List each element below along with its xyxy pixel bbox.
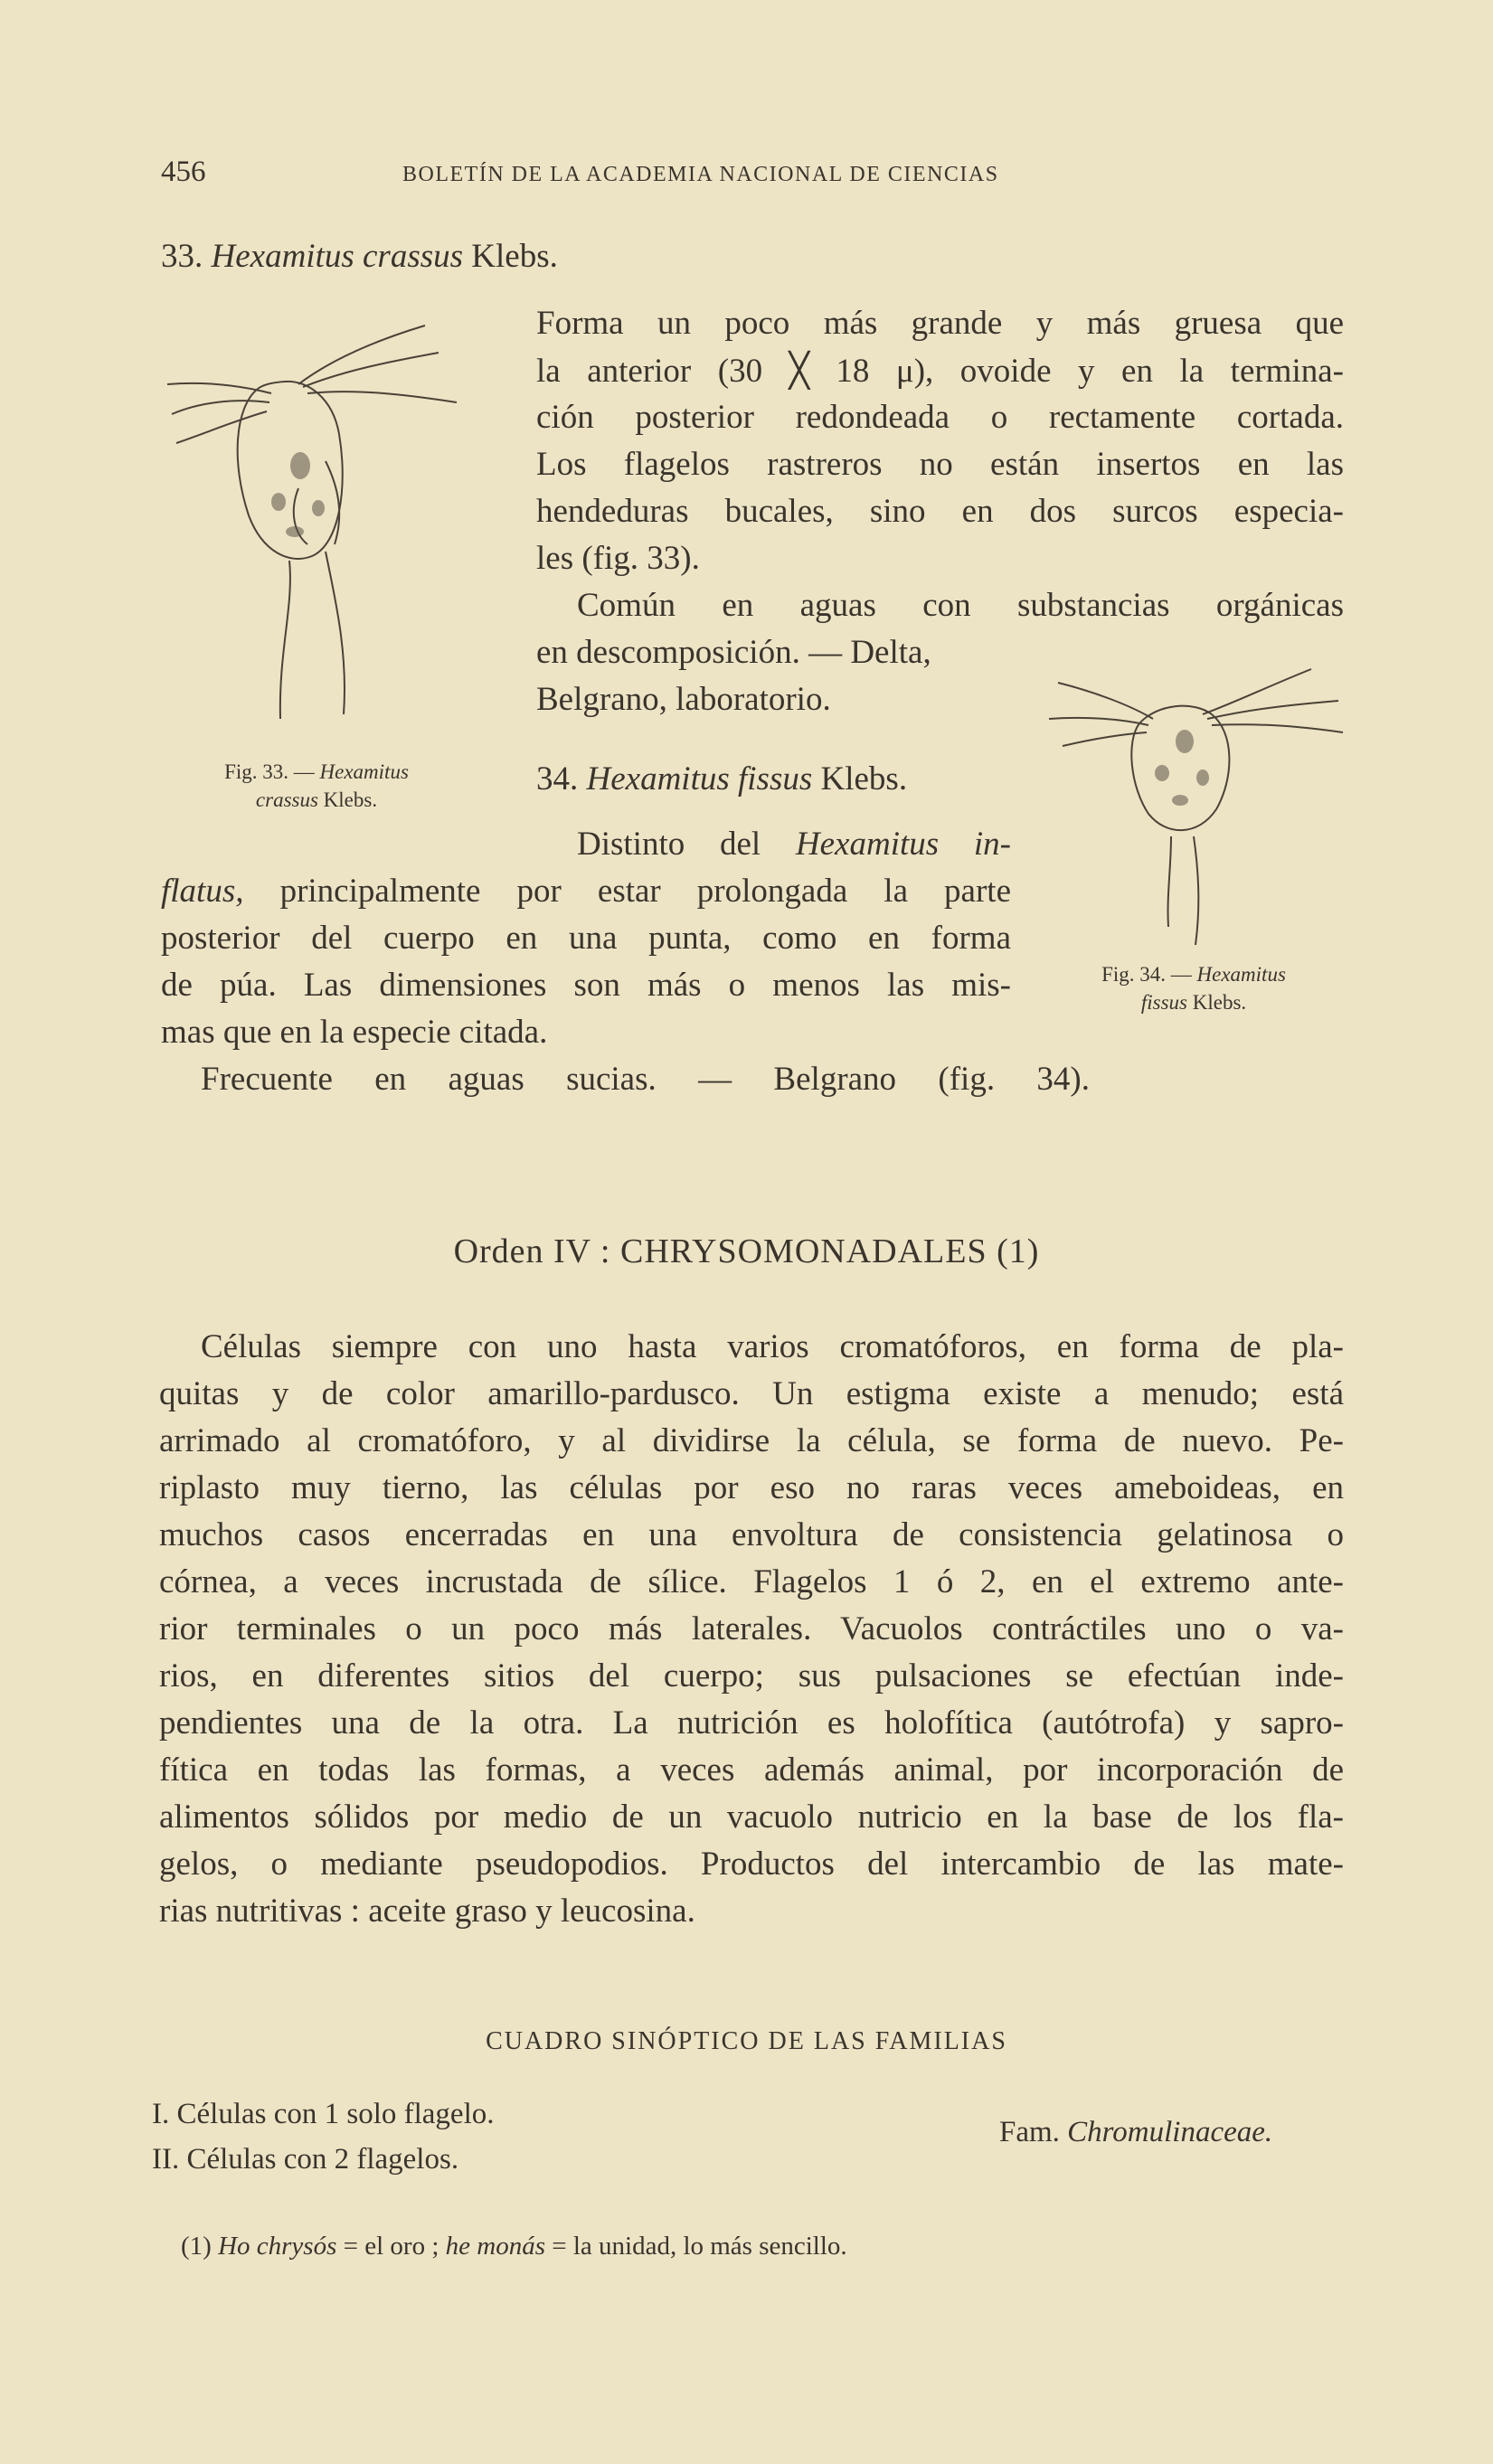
- species-34-line: mas que en la especie citada.: [161, 1014, 548, 1051]
- figure-34-caption-author: Klebs.: [1192, 991, 1247, 1014]
- species-34-name: Hexamitus fissus: [586, 760, 813, 798]
- species-33-number: 33.: [161, 238, 203, 275]
- order-paragraph-line: pendientes una de la otra. La nutrición es holofítica (autótrofa) y sapro-: [159, 1704, 1344, 1742]
- footnote-definition-1: = el oro ;: [343, 2232, 439, 2261]
- figure-34-illustration: [1040, 651, 1365, 958]
- footnote-term-2: he monás: [445, 2232, 545, 2261]
- order-paragraph-line: rior terminales o un poco más laterales. Vacuolos contráctiles uno o va-: [159, 1610, 1344, 1647]
- species-34-line-text: principalmente por estar prolongada la parte: [279, 873, 1012, 910]
- species-34-line-italic: Hexamitus in-: [795, 826, 1011, 863]
- species-34-heading: [536, 760, 907, 798]
- species-33-line: ción posterior redondeada o rectamente cortada.: [536, 399, 1344, 436]
- species-34-line: de púa. Las dimensiones son más o menos las mis-: [161, 967, 1011, 1004]
- figure-33-caption-author: Klebs.: [323, 788, 378, 811]
- species-34-line: posterior del cuerpo en una punta, como en forma: [161, 920, 1011, 957]
- order-paragraph-line: rias nutritivas : aceite graso y leucosina.: [159, 1893, 695, 1930]
- figure-34-caption-prefix: Fig. 34. —: [1101, 963, 1192, 986]
- species-33-line: Los flagelos rastreros no están insertos en las: [536, 446, 1344, 483]
- order-paragraph-line: alimentos sólidos por medio de un vacuolo nutricio en la base de los fla-: [159, 1798, 1344, 1836]
- species-34-line-italic: flatus,: [161, 873, 244, 910]
- order-paragraph-line: córnea, a veces incrustada de sílice. Flagelos 1 ó 2, en el extremo ante-: [159, 1563, 1344, 1600]
- species-33-line: Común en aguas con substancias orgánicas: [577, 587, 1344, 624]
- order-paragraph-line: muchos casos encerradas en una envoltura de consistencia gelatinosa o: [159, 1516, 1344, 1553]
- order-paragraph-line: riplasto muy tierno, las células por eso no raras veces ameboideas, en: [159, 1469, 1344, 1506]
- order-paragraph-line: arrimado al cromatóforo, y al dividirse la célula, se forma de nuevo. Pe-: [159, 1422, 1344, 1459]
- footnote-marker: (1): [181, 2232, 212, 2261]
- species-33-name: Hexamitus crassus: [211, 238, 464, 275]
- synoptic-row-2: II. Células con 2 flagelos.: [152, 2143, 459, 2176]
- species-34-number: 34.: [536, 760, 579, 798]
- species-34-line: [161, 872, 1011, 911]
- species-33-line: Forma un poco más grande y más gruesa que: [536, 305, 1344, 342]
- synoptic-row-1: I. Células con 1 solo flagelo.: [152, 2098, 495, 2130]
- order-paragraph-line: fítica en todas las formas, a veces además animal, por incorporación de: [159, 1751, 1344, 1789]
- species-33-line: en descomposición. — Delta,: [536, 634, 931, 671]
- species-33-heading: [161, 237, 558, 276]
- figure-34-caption: [1058, 960, 1329, 1016]
- order-paragraph-line: quitas y de color amarillo-pardusco. Un estigma existe a menudo; está: [159, 1375, 1344, 1412]
- synoptic-family-prefix: Fam.: [999, 2116, 1060, 2148]
- figure-33-caption-genus: Hexamitus: [319, 760, 409, 783]
- footnote: [181, 2232, 847, 2261]
- order-paragraph-line: Células siempre con uno hasta varios cromatóforos, en forma de pla-: [201, 1328, 1344, 1365]
- synoptic-family: [999, 2116, 1272, 2149]
- species-34-line-text: Distinto del: [577, 826, 761, 863]
- species-34-line: Frecuente en aguas sucias. — Belgrano (fig. 34).: [201, 1061, 1090, 1098]
- figure-33-caption: [181, 758, 452, 814]
- synoptic-family-name: Chromulinaceae.: [1067, 2116, 1273, 2148]
- figure-33-caption-prefix: Fig. 33. —: [224, 760, 315, 783]
- footnote-term-1: Ho chrysós: [218, 2232, 337, 2261]
- order-paragraph-line: rios, en diferentes sitios del cuerpo; sus pulsaciones se efectúan inde-: [159, 1657, 1344, 1695]
- species-33-line: hendeduras bucales, sino en dos surcos especia-: [536, 493, 1344, 530]
- species-34-author: Klebs.: [820, 760, 908, 798]
- order-title: Orden IV : CHRYSOMONADALES (1): [453, 1232, 1040, 1270]
- order-paragraph-line: gelos, o mediante pseudopodios. Productos del intercambio de las mate-: [159, 1846, 1344, 1883]
- footnote-definition-2: = la unidad, lo más sencillo.: [552, 2232, 847, 2261]
- species-33-line: les (fig. 33).: [536, 540, 700, 577]
- species-33-line: la anterior (30 ╳ 18 μ), ovoide y en la termina-: [536, 353, 1344, 390]
- figure-34-caption-genus: Hexamitus: [1196, 963, 1286, 986]
- journal-title: BOLETÍN DE LA ACADEMIA NACIONAL DE CIENCIAS: [402, 163, 999, 186]
- figure-33-caption-species: crassus: [255, 788, 318, 811]
- figure-34-caption-species: fissus: [1140, 991, 1187, 1014]
- synoptic-table-title: CUADRO SINÓPTICO DE LAS FAMILIAS: [486, 2027, 1007, 2055]
- species-34-line: [577, 825, 1011, 864]
- page-number: 456: [161, 156, 206, 188]
- species-33-line: Belgrano, laboratorio.: [536, 681, 831, 718]
- figure-33-illustration: [163, 307, 506, 741]
- species-33-author: Klebs.: [471, 238, 558, 275]
